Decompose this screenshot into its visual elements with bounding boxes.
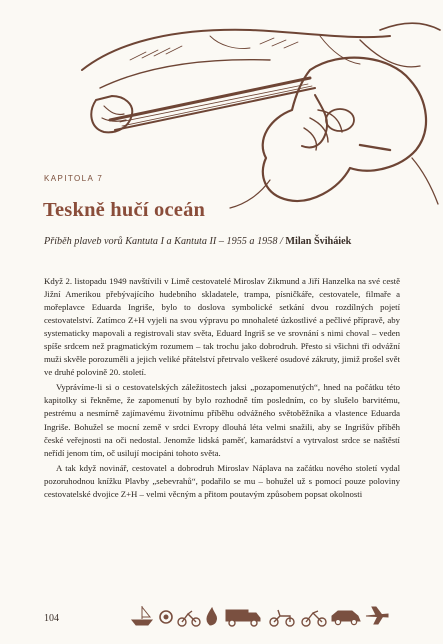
motorcycle-icon xyxy=(302,611,326,626)
guitar-player-sketch-icon xyxy=(60,0,443,210)
fire-icon xyxy=(207,608,217,625)
footer-vehicle-icons xyxy=(130,602,390,628)
chapter-label: KAPITOLA 7 xyxy=(44,174,104,183)
chapter-subtitle xyxy=(44,235,400,249)
boat-icon xyxy=(132,606,152,625)
paragraph: Vyprávíme-li si o cestovatelských záležitostech jaksi „pozapomenutých“, hned na počátku této kapitolky si řekněme, že zapomenutí by bylo rozhodně tím posledním, co by slušelo barvitému, pestrému a nesmírně zajímavému životnímu příběhu odvážného světoběžníka a vlastence Eduarda Ingriše. Bohužel se mocní země v srdci Evropy dlouhá léta velmi snažili, aby se Ingrišův příběh české veřejnosti na oči nedostal. Jenomže lidská paměť, kamarádství a vytrvalost srdce se naštěstí neřídí jenom tím, oč usilují mocipáni tohoto světa. xyxy=(44,382,400,458)
gear-icon xyxy=(160,611,172,623)
paragraph: A tak když novinář, cestovatel a dobrodruh Miroslav Náplava na začátku nového století vydal pozoruhodnou knížku Plavby „sebevrahů“, podařilo se mu – bohužel už s pomocí pouze poloviny cestovatelské dvojice Z+H – velmi věcným a přitom poutavým způsobem popsat okolnosti xyxy=(44,462,400,499)
chapter-title: Teskně hučí oceán xyxy=(43,199,206,221)
page-number: 104 xyxy=(44,613,59,624)
body-text xyxy=(44,275,400,501)
subtitle-author: Milan Šviháiek xyxy=(285,236,352,247)
moped-icon xyxy=(270,610,294,626)
motorcycle-icon xyxy=(178,611,200,626)
airplane-icon xyxy=(366,607,388,624)
car-icon xyxy=(332,611,360,625)
subtitle-text: Příběh plaveb vorů Kantuta I a Kantuta II – 1955 a 1958 / xyxy=(44,236,283,247)
paragraph: Když 2. listopadu 1949 navštívili v Limě cestovatelé Miroslav Zikmund a Jiří Hanzelka na své cestě Jižní Amerikou přebývajícího hudebního skladatele, trampa, písničkáře, cestovatele, filmaře a mořeplavce Eduarda Ingriše, bylo to doslova symbolické setkání dvou rozdílných pojetí cestovatelství. Zatímco Z+H vyjeli na svou výpravu po mnohaleté úzkostlivé a pečlivé přípravě, aby systematicky mapovali a registrovali stav světa, Eduard Ingriš se ve srovnání s nimi choval – veden spíše srdcem než pragmatickým rozumem – tak trochu jako dobrodruh. Přesto si všichni tři odvážní muži skvěle porozuměli a jejich veliké přátelství přetrvalo veškeré osudové zákruty, jimiž prošel svět ve druhé polovině 20. století. xyxy=(44,276,400,378)
truck-icon xyxy=(226,610,260,626)
